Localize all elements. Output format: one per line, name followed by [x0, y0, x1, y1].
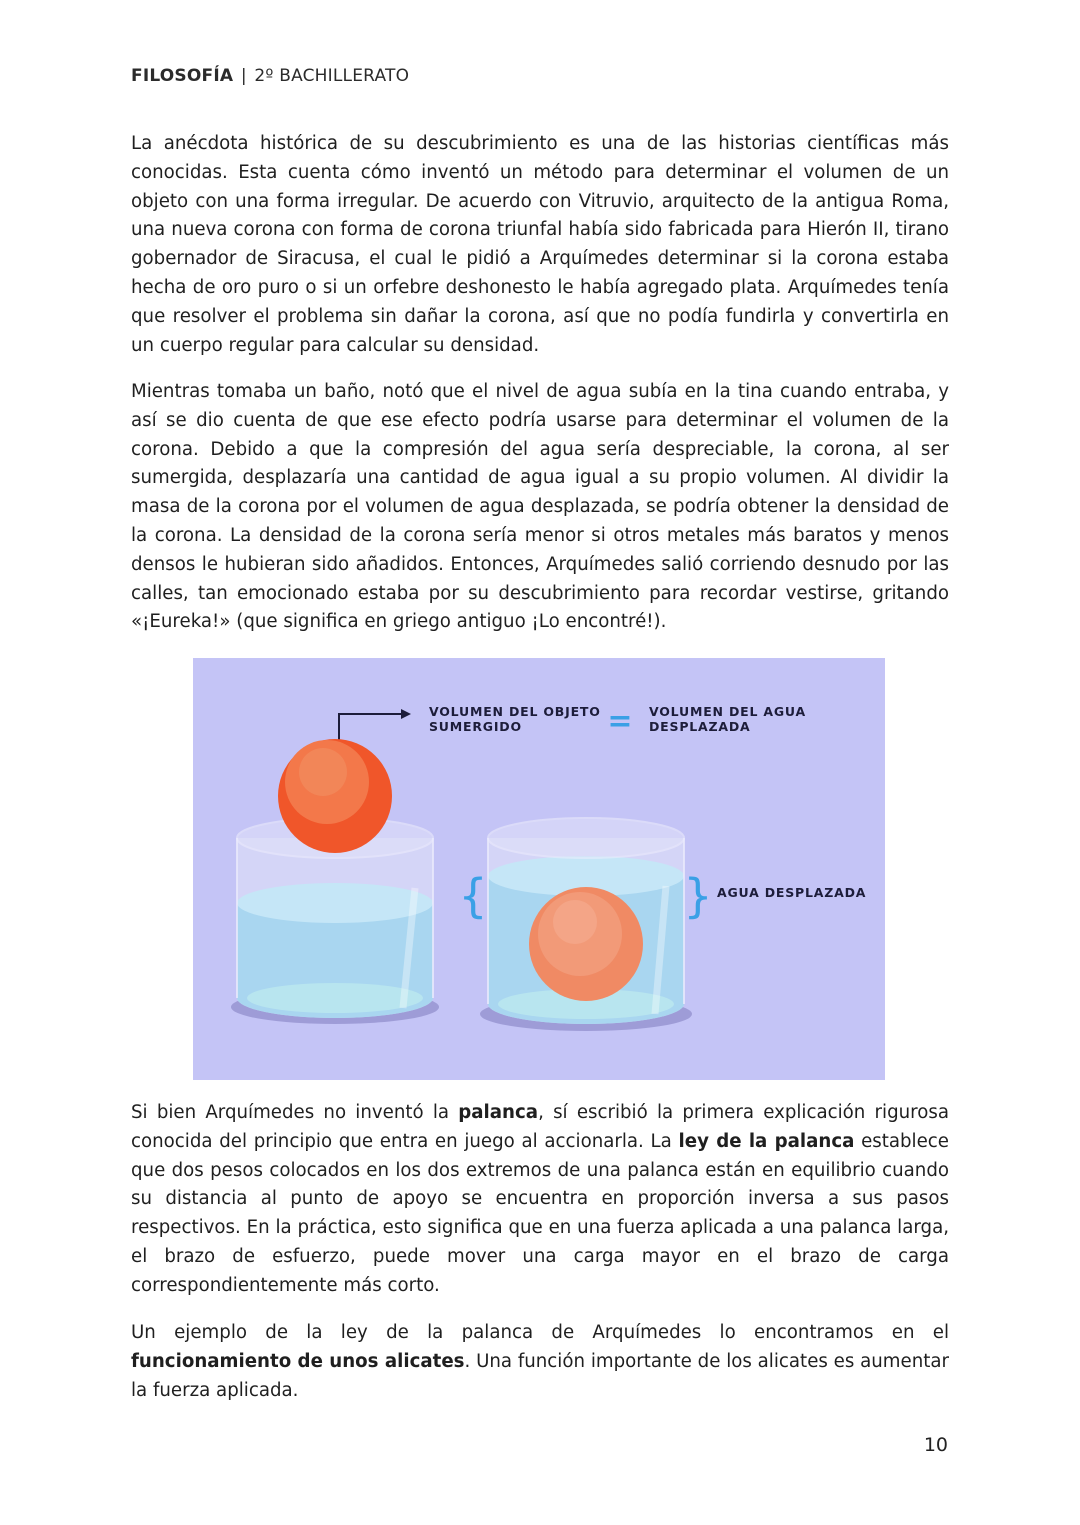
p3-text-1: Si bien Arquímedes no inventó la	[131, 1102, 459, 1123]
header-separator: |	[240, 66, 247, 86]
label-object-volume-1: VOLUMEN DEL OBJETO	[429, 704, 601, 719]
paragraph-pliers-example	[131, 1319, 949, 1405]
paragraph-bath-discovery: Mientras tomaba un baño, notó que el nivel de agua subía en la tina cuando entraba, y así se dio cuenta de que ese efecto podría usarse para determinar el volumen de la corona. Debido a que la compresión del agua sería despreciable, la corona, al ser sumergida, desplazaría una cantidad de agua igual a su propio volumen. Al dividir la masa de la corona por el volumen de agua desplazada, se podría obtener la densidad de la corona. La densidad de la corona sería menor si otros metales más baratos y menos densos le hubieran sido añadidos. Entonces, Arquímedes salió corriendo desnudo por las calles, tan emocionado estaba por su descubrimiento para recordar vestirse, gritando «¡Eureka!» (que significa en griego antiguo ¡Lo encontré!).	[131, 381, 949, 633]
submerged-ball	[529, 887, 643, 1001]
equals-sign: =	[607, 704, 633, 739]
page-number: 10	[923, 1434, 948, 1456]
label-water-volume-1: VOLUMEN DEL AGUA	[649, 704, 806, 719]
archimedes-displacement-illustration	[193, 658, 885, 1080]
paragraph-lever-law	[131, 1099, 949, 1301]
label-object-volume-2: SUMERGIDO	[429, 719, 522, 734]
p4-bold-pliers: funcionamiento de unos alicates	[131, 1350, 465, 1372]
p4-text-1: Un ejemplo de la ley de la palanca de Arquímedes lo encontramos en el	[131, 1322, 949, 1343]
header-subject: FILOSOFÍA	[131, 66, 234, 86]
brace-close-icon: }	[683, 869, 713, 923]
p3-text-2: , sí escribió la primera explicación rigurosa conocida del principio que entra en juego al accionarla. La	[131, 1102, 949, 1152]
pointer-arrow-line	[339, 714, 405, 744]
p4-text-2: . Una función importante de los alicates es aumentar la fuerza aplicada.	[131, 1350, 949, 1401]
p3-bold-lever: palanca	[458, 1102, 539, 1123]
p3-bold-lever-law: ley de la palanca	[678, 1130, 855, 1152]
displacement-diagram	[193, 658, 885, 1080]
page-header	[131, 66, 409, 86]
paragraph-eureka-anecdote: La anécdota histórica de su descubrimiento es una de las historias científicas más conocidas. Esta cuenta cómo inventó un método para determinar el volumen de un objeto con una forma irregular. De acuerdo con Vitruvio, arquitecto de la antigua Roma, una nueva corona con forma de corona triunfal había sido fabricada para Hierón II, tirano gobernador de Siracusa, el cual le pidió a Arquímedes determinar si la corona estaba hecha de oro puro o si un orfebre deshonesto le había agregado plata. Arquímedes tenía que resolver el problema sin dañar la corona, así que no podía fundirla y convertirla en un cuerpo regular para calcular su densidad.	[131, 133, 949, 356]
header-level: 2º BACHILLERATO	[254, 66, 410, 86]
orange-ball-above	[278, 739, 392, 853]
label-water-volume-2: DESPLAZADA	[649, 719, 751, 734]
brace-open-icon: {	[458, 869, 488, 923]
label-displaced-water: AGUA DESPLAZADA	[717, 885, 867, 900]
pointer-arrow-head-icon	[401, 709, 411, 719]
p3-text-3: establece que dos pesos colocados en los dos extremos de una palanca están en equilibrio cuando su distancia al punto de apoyo se encuentra en proporción inversa a sus pasos respectivos. En la práctica, esto significa que en una fuerza aplicada a una palanca larga, el brazo de esfuerzo, puede mover una carga mayor en el brazo de carga correspondientemente más corto.	[131, 1130, 949, 1296]
